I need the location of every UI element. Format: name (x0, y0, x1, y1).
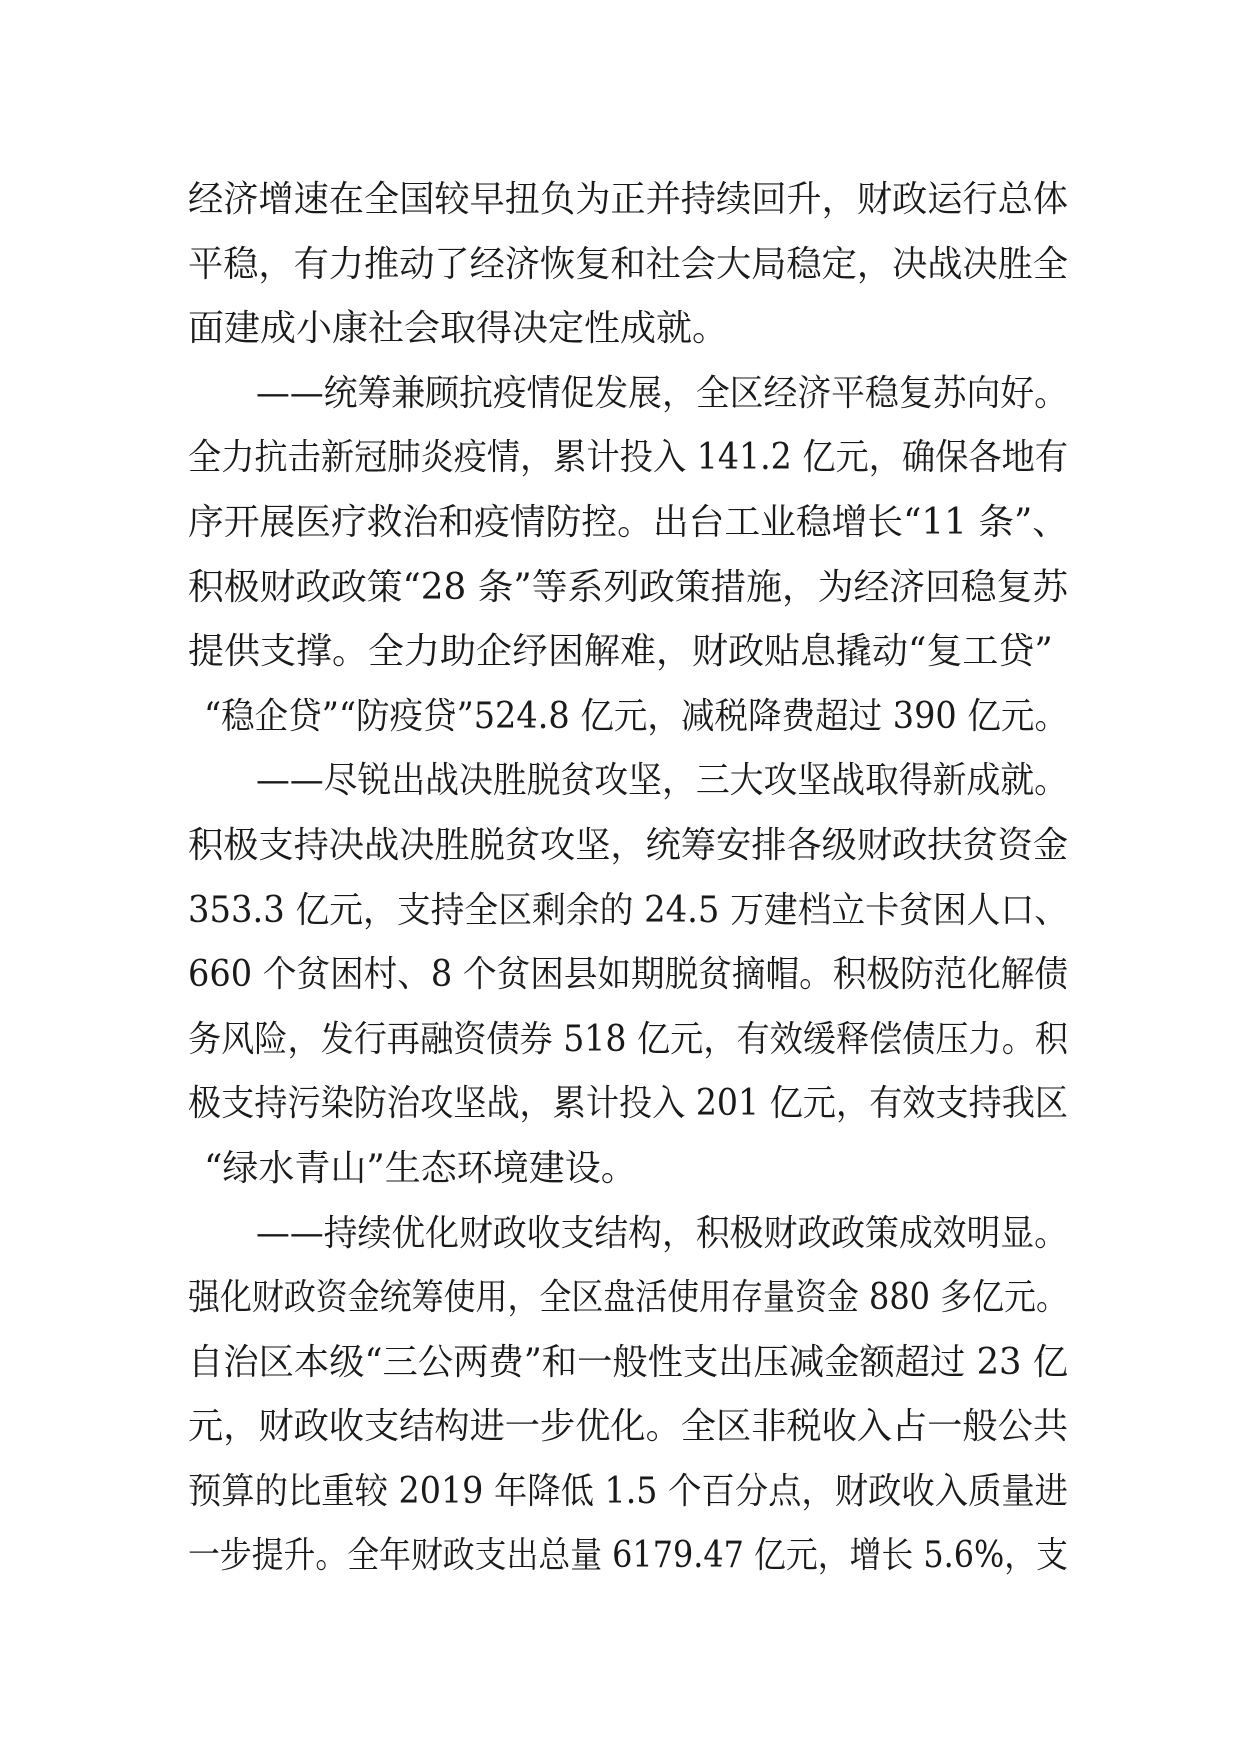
text-line: 一步提升。全年财政支出总量 6179.47 亿元，增长 5.6%，支 (188, 1535, 1068, 1577)
text-line: 提供支撑。全力助企纾困解难，财政贴息撬动“复工贷” (188, 631, 1053, 673)
text-line: “绿水青山”生态环境建设。 (204, 1147, 637, 1189)
text-line: 自治区本级“三公两费”和一般性支出压减金额超过 23 亿 (188, 1341, 1069, 1383)
text-line: 经济增速在全国较早扭负为正并持续回升，财政运行总体 (188, 179, 1069, 220)
text-line: 全力抗击新冠肺炎疫情，累计投入 141.2 亿元，确保各地有 (188, 437, 1069, 479)
text-line: 面建成小康社会取得决定性成就。 (188, 308, 729, 350)
text-line: “稳企贷”“防疫贷”524.8 亿元，减税降费超过 390 亿元。 (204, 695, 1068, 737)
section-heading-line: ——持续优化财政收支结构，积极财政政策成效明显。 (256, 1212, 1069, 1254)
text-line: 积极财政政策“28 条”等系列政策措施，为经济回稳复苏 (188, 566, 1069, 608)
text-line: 660 个贫困村、8 个贫困县如期脱贫摘帽。积极防范化解债 (188, 954, 1069, 996)
body-text (188, 168, 1068, 1589)
text-line: 平稳，有力推动了经济恢复和社会大局稳定，决战决胜全 (188, 243, 1069, 285)
text-line: 序开展医疗救治和疫情防控。出台工业稳增长“11 条”、 (188, 501, 1069, 543)
section-heading-line: ——统筹兼顾抗疫情促发展，全区经济平稳复苏向好。 (256, 372, 1069, 414)
text-line: 务风险，发行再融资债券 518 亿元，有效缓释偿债压力。积 (188, 1018, 1069, 1060)
text-line: 353.3 亿元，支持全区剩余的 24.5 万建档立卡贫困人口、 (188, 889, 1068, 931)
text-line: 强化财政资金统筹使用，全区盘活使用存量资金 880 多亿元。 (188, 1277, 1068, 1319)
section-heading-line: ——尽锐出战决胜脱贫攻坚，三大攻坚战取得新成就。 (256, 760, 1069, 802)
text-line: 预算的比重较 2019 年降低 1.5 个百分点，财政收入质量进 (188, 1470, 1069, 1512)
text-line: 积极支持决战决胜脱贫攻坚，统筹安排各级财政扶贫资金 (188, 824, 1069, 866)
text-line: 元，财政收支结构进一步优化。全区非税收入占一般公共 (188, 1406, 1069, 1448)
text-line: 极支持污染防治攻坚战，累计投入 201 亿元，有效支持我区 (188, 1083, 1069, 1125)
